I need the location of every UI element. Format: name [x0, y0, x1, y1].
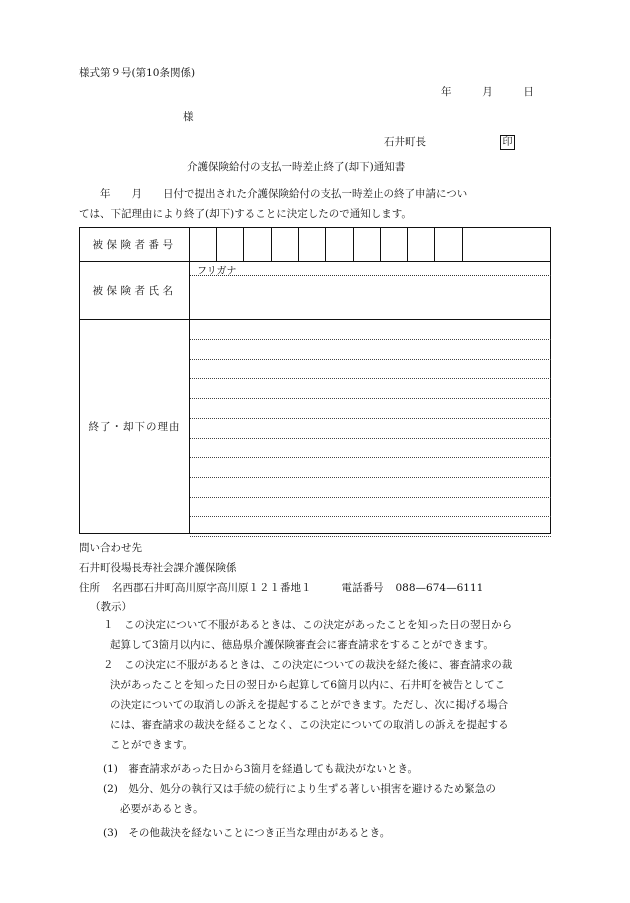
form-table [79, 227, 551, 534]
row-divider [190, 319, 551, 320]
date-year: 年 [441, 86, 452, 98]
document-title: 介護保険給付の支払一時差止終了(却下)通知書 [187, 161, 406, 173]
note-line: 起算して3箇月以内に、徳島県介護保険審査会に審査請求をすることができます。 [110, 639, 494, 651]
note-line: の決定についての取消しの訴えを提起することができます。ただし、次に掲げる場合 [110, 699, 508, 711]
note-line: ２ この決定に不服があるときは、この決定についての裁決を経た後に、審査請求の裁 [103, 659, 513, 671]
insured-number-cell[interactable] [245, 228, 272, 261]
reason-label: 終了・却下の理由 [80, 319, 190, 533]
note-line: 必要があるとき。 [120, 803, 204, 815]
reason-line [190, 497, 551, 498]
note-line: 決があったことを知った日の翌日から起算して6箇月以内に、石井町を被告としてこ [110, 679, 506, 691]
issuer-line [384, 135, 515, 150]
date-month: 月 [482, 86, 493, 98]
insured-number-cell[interactable] [299, 228, 326, 261]
address-line [79, 581, 483, 595]
note-line: ことができます。 [110, 739, 194, 751]
reason-line [190, 359, 551, 360]
address-value: 名西郡石井町高川原字高川原１２１番地１ [112, 582, 312, 594]
issuer-name: 石井町長 [384, 136, 426, 148]
contact-heading: 問い合わせ先 [79, 542, 142, 554]
insured-number-cell[interactable] [354, 228, 381, 261]
reason-line [190, 378, 551, 379]
insured-number-cell[interactable] [327, 228, 354, 261]
phone-value: 088—674—6111 [395, 582, 484, 594]
insured-number-cell[interactable] [190, 228, 217, 261]
furigana-label: フリガナ [197, 266, 237, 277]
insured-name-label: 被保険者氏名 [80, 261, 190, 319]
intro-paragraph [79, 184, 467, 224]
reason-line [190, 477, 551, 478]
reason-line [190, 339, 551, 340]
row-divider [190, 261, 551, 262]
insured-number-cell[interactable] [217, 228, 244, 261]
reason-line [190, 398, 551, 399]
address-label: 住所 [79, 582, 100, 594]
intro-line-1: 年 月 日付で提出された介護保険給付の支払一時差止の終了申請につい [79, 188, 468, 200]
insured-number-cell[interactable] [272, 228, 299, 261]
contact-office: 石井町役場長寿社会課介護保険係 [79, 562, 237, 574]
seal-icon: 印 [500, 135, 515, 150]
reason-line [190, 516, 551, 517]
form-number: 様式第９号(第10条関係) [79, 67, 196, 79]
insured-number-label: 被保険者番号 [80, 228, 190, 261]
insured-number-cell[interactable] [408, 228, 435, 261]
note-line: には、審査請求の裁決を経ることなく、この決定についての取消しの訴えを提起する [110, 719, 509, 731]
reason-line [190, 457, 551, 458]
reason-line [190, 536, 551, 537]
reason-line [190, 438, 551, 439]
date-line [441, 85, 534, 99]
furigana-divider [190, 275, 551, 276]
note-line: (3) その他裁決を経ないことにつき正当な理由があるとき。 [103, 827, 391, 839]
note-line: (1) 審査請求があった日から3箇月を経過しても裁決がないとき。 [103, 763, 419, 775]
insured-number-cell[interactable] [436, 228, 463, 261]
notes-heading: （教示） [90, 601, 132, 613]
reason-line [190, 418, 551, 419]
intro-line-2: ては、下記理由により終了(却下)することに決定したので通知します。 [79, 208, 412, 220]
recipient-suffix: 様 [183, 111, 194, 123]
note-line: (2) 処分、処分の執行又は手続の続行により生ずる著しい損害を避けるため緊急の [103, 783, 496, 795]
phone-label: 電話番号 [341, 582, 384, 594]
date-day: 日 [523, 86, 534, 98]
insured-number-cell[interactable] [381, 228, 408, 261]
note-line: １ この決定について不服があるときは、この決定があったことを知った日の翌日から [103, 619, 513, 631]
